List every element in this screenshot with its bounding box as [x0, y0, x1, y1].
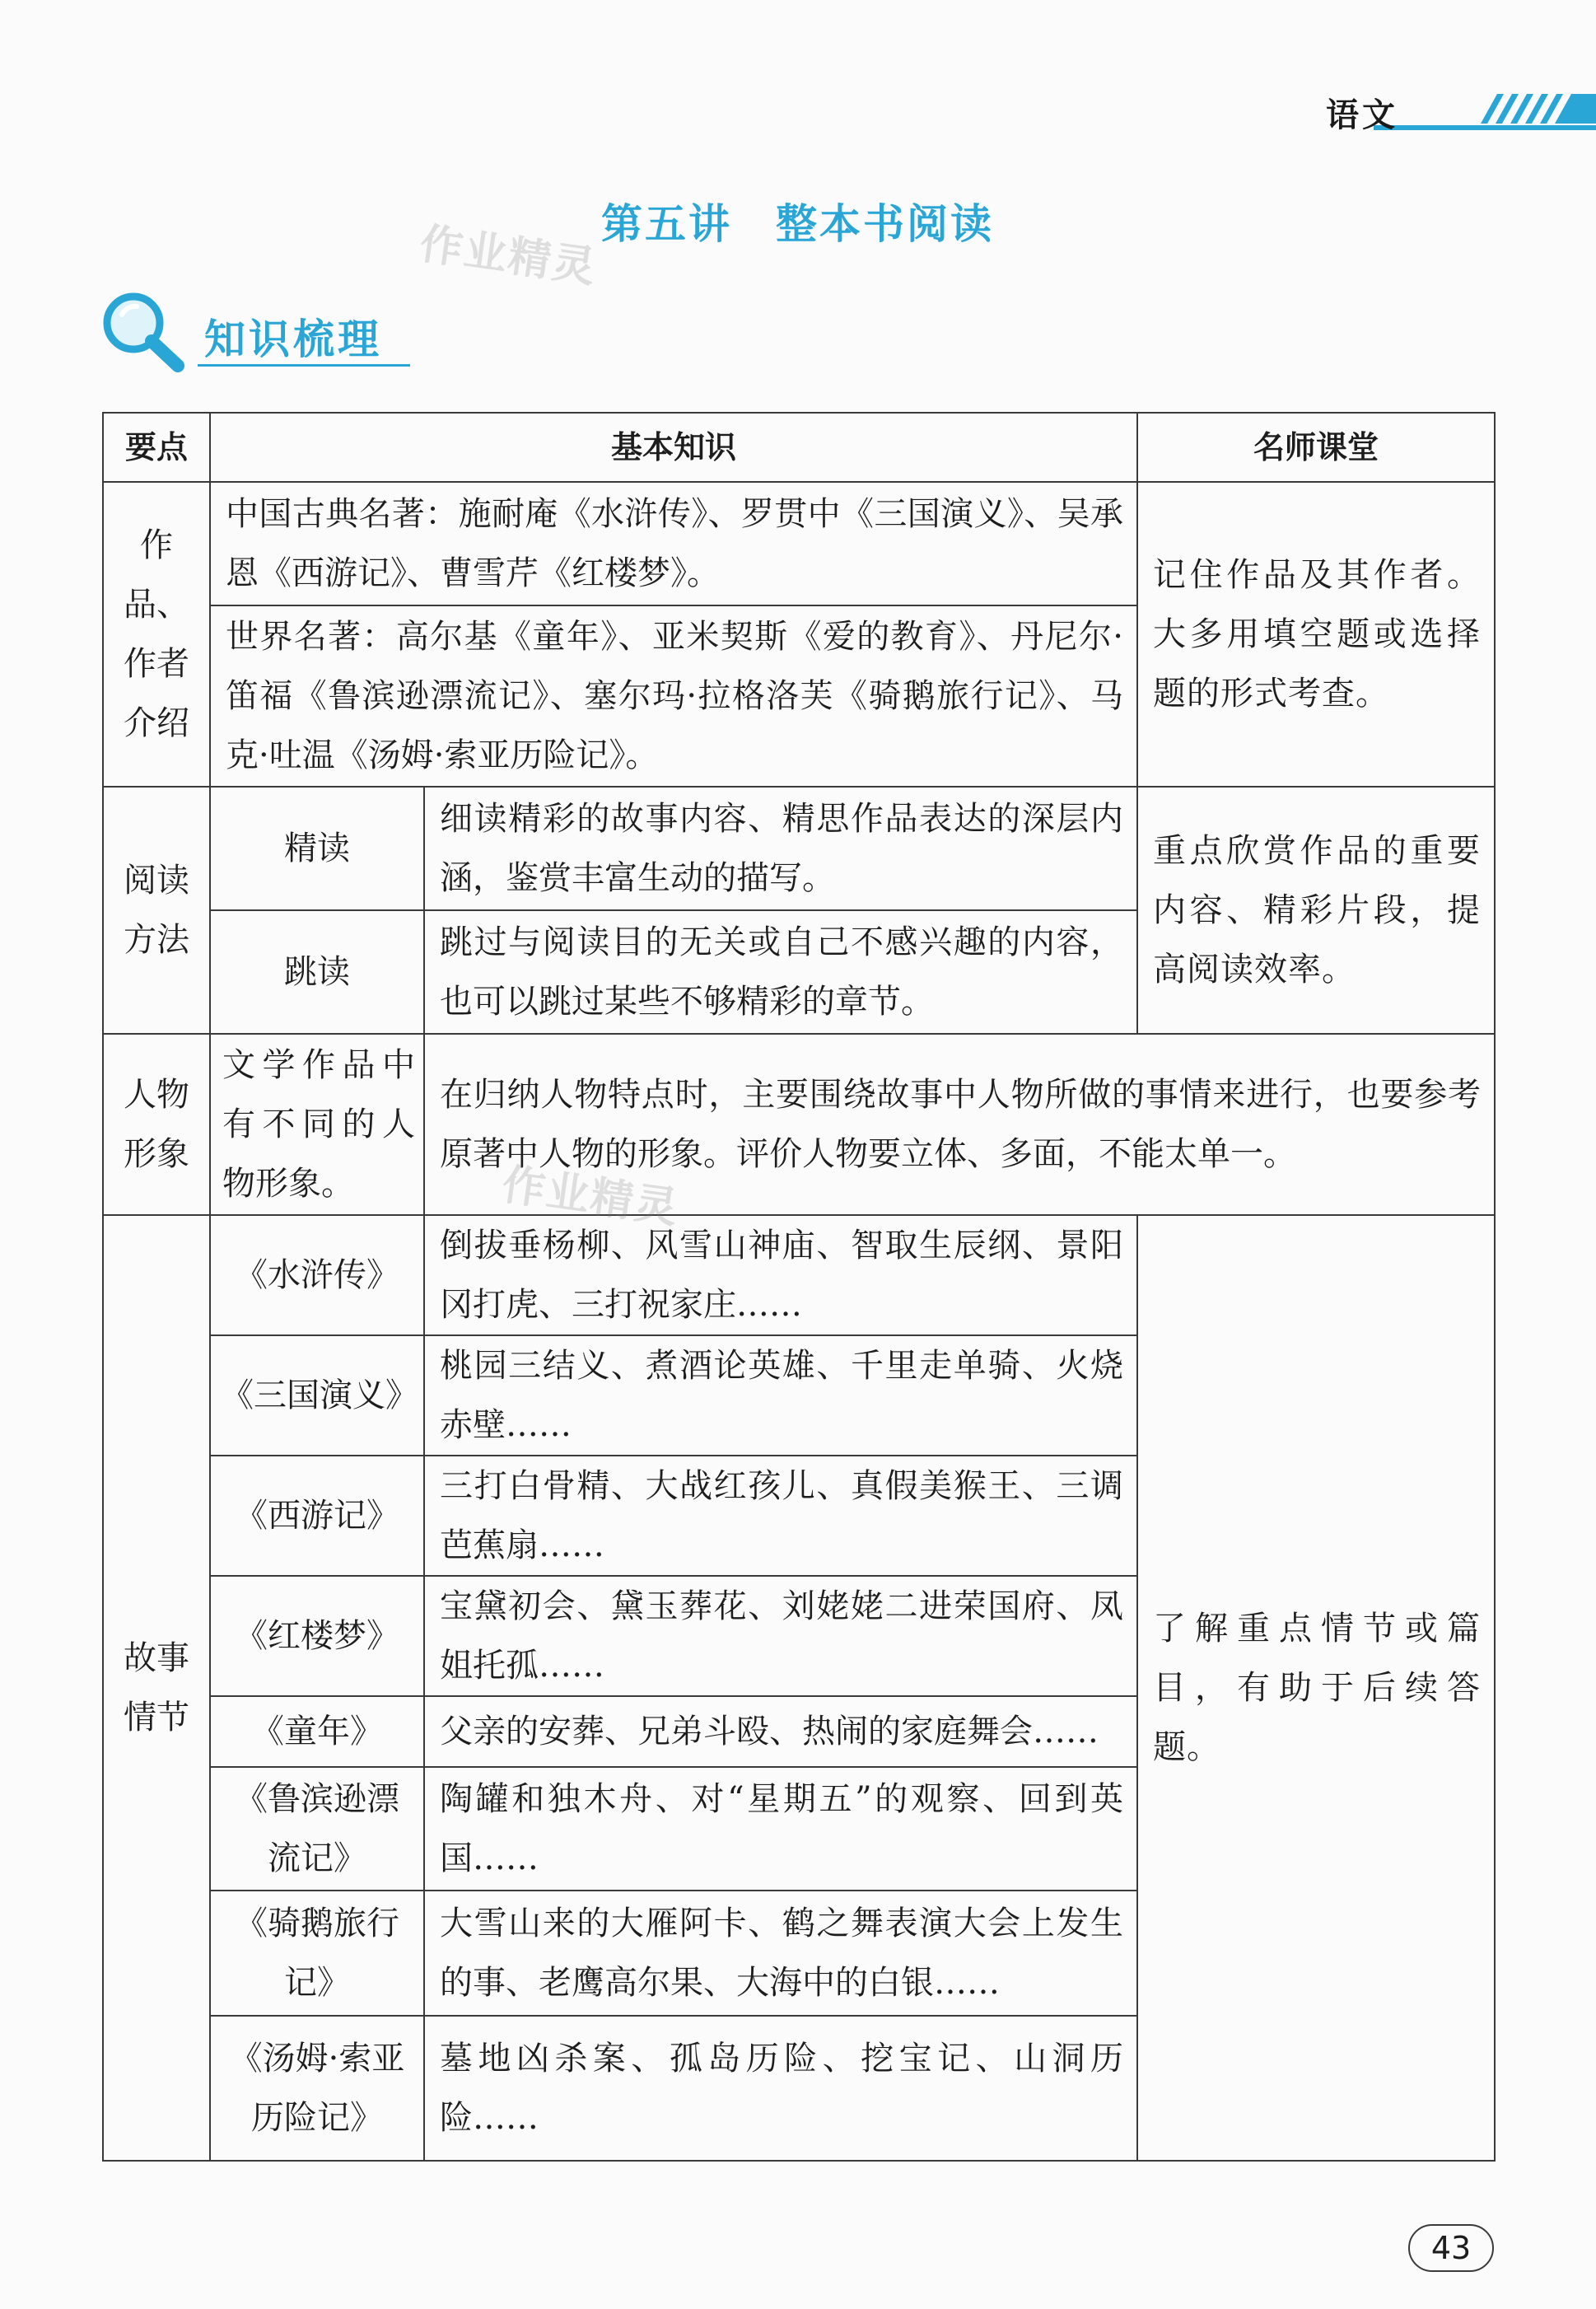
section-underline [198, 364, 410, 367]
page-number: 43 [1408, 2224, 1494, 2272]
plot-desc: 墓地凶杀案、孤岛历险、挖宝记、山洞历险…… [424, 2016, 1137, 2161]
plot-book: 《三国演义》 [210, 1335, 424, 1456]
plot-book: 《水浒传》 [210, 1215, 424, 1335]
magnifier-icon [97, 290, 186, 372]
category-characters: 人物形象 [103, 1034, 210, 1215]
method-intensive-name: 精读 [210, 787, 424, 910]
watermark: 作业精灵 [499, 1160, 683, 1234]
method-skipping-desc: 跳过与阅读目的无关或自己不感兴趣的内容，也可以跳过某些不够精彩的章节。 [424, 910, 1137, 1034]
plot-book: 《骑鹅旅行记》 [210, 1891, 424, 2016]
category-plots: 故事情节 [103, 1215, 210, 2161]
plot-desc: 倒拔垂杨柳、风雪山神庙、智取生辰纲、景阳冈打虎、三打祝家庄…… [424, 1215, 1137, 1335]
header-key-point: 要点 [103, 413, 210, 482]
plot-desc: 宝黛初会、黛玉葬花、刘姥姥二进荣国府、凤姐托孤…… [424, 1576, 1137, 1696]
world-classics-text: 世界名著：高尔基《童年》、亚米契斯《爱的教育》、丹尼尔·笛福《鲁滨逊漂流记》、塞尔玛·拉格洛芙《骑鹅旅行记》、马克·吐温《汤姆·索亚历险记》。 [210, 605, 1137, 787]
reading-methods-tip: 重点欣赏作品的重要内容、精彩片段，提高阅读效率。 [1137, 787, 1495, 1034]
plot-book: 《童年》 [210, 1696, 424, 1767]
characters-note: 文学作品中有不同的人物形象。 [210, 1034, 424, 1215]
table-row [103, 482, 1495, 605]
chinese-classics-text: 中国古典名著：施耐庵《水浒传》、罗贯中《三国演义》、吴承恩《西游记》、曹雪芹《红楼梦》。 [210, 482, 1137, 605]
method-skipping-name: 跳读 [210, 910, 424, 1034]
method-intensive-desc: 细读精彩的故事内容、精思作品表达的深层内涵，鉴赏丰富生动的描写。 [424, 787, 1137, 910]
lecture-title: 第五讲 整本书阅读 [601, 200, 994, 248]
plot-desc: 大雪山来的大雁阿卡、鹤之舞表演大会上发生的事、老鹰高尔果、大海中的白银…… [424, 1891, 1137, 2016]
plot-book: 《红楼梦》 [210, 1576, 424, 1696]
table-row [103, 787, 1495, 910]
subject-label: 语文 [1326, 96, 1398, 134]
plot-book: 《鲁滨逊漂流记》 [210, 1767, 424, 1891]
plot-desc: 陶罐和独木舟、对“星期五”的观察、回到英国…… [424, 1767, 1137, 1891]
header-teacher-class: 名师课堂 [1137, 413, 1495, 482]
category-works-authors: 作品、作者介绍 [103, 482, 210, 787]
watermark: 作业精灵 [417, 219, 600, 293]
table-header-row [103, 413, 1495, 482]
table-row [103, 1034, 1495, 1215]
plot-book: 《西游记》 [210, 1456, 424, 1576]
works-authors-tip: 记住作品及其作者。大多用填空题或选择题的形式考查。 [1137, 482, 1495, 787]
category-reading-methods: 阅读方法 [103, 787, 210, 1034]
section-title: 知识梳理 [204, 316, 382, 363]
plot-book: 《汤姆·索亚历险记》 [210, 2016, 424, 2161]
plot-desc: 三打白骨精、大战红孩儿、真假美猴王、三调芭蕉扇…… [424, 1456, 1137, 1576]
plots-tip: 了解重点情节或篇目，有助于后续答题。 [1137, 1215, 1495, 2161]
characters-desc: 在归纳人物特点时，主要围绕故事中人物所做的事情来进行，也要参考原著中人物的形象。评价人物要立体、多面，不能太单一。 [424, 1034, 1495, 1215]
subject-tag-banner [1250, 82, 1596, 140]
plot-desc: 父亲的安葬、兄弟斗殴、热闹的家庭舞会…… [424, 1696, 1137, 1767]
plot-desc: 桃园三结义、煮酒论英雄、千里走单骑、火烧赤壁…… [424, 1335, 1137, 1456]
header-basic-knowledge: 基本知识 [210, 413, 1137, 482]
table-row [103, 1215, 1495, 1335]
knowledge-table [102, 412, 1496, 2162]
